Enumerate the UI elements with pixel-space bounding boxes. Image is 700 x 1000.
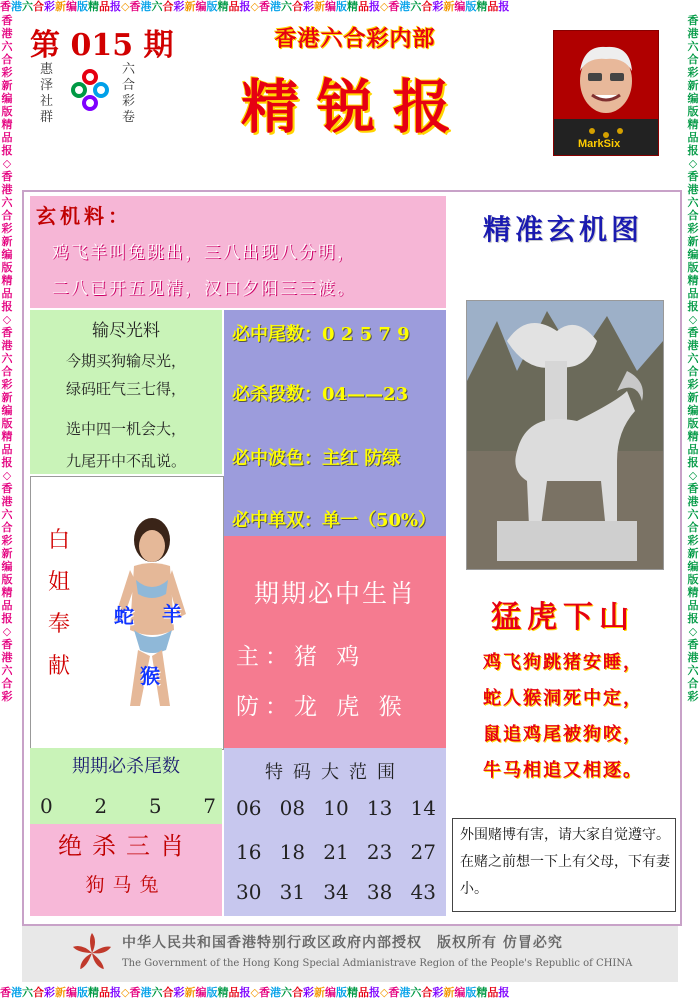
poem-line-2: 绿码旺气三七得， bbox=[65, 380, 186, 398]
riddle-title: 玄机料： bbox=[36, 204, 132, 228]
range-number: 06 bbox=[236, 796, 262, 820]
goat-statue-image bbox=[466, 300, 664, 570]
page-title: 精锐报 bbox=[240, 73, 469, 141]
gift-zodiac-3: 猴 bbox=[140, 664, 160, 688]
range-number: 27 bbox=[410, 840, 436, 864]
poem-line-1: 今期买狗输尽光， bbox=[65, 352, 186, 370]
subtitle: 香港六合彩内部 bbox=[274, 26, 436, 52]
gift-zodiac-1: 蛇 bbox=[114, 604, 134, 628]
right-poem-line-1: 鸡飞狗跳猪安睡， bbox=[483, 652, 643, 673]
riddle-line-2: 二八已开五见清，汉口夕阳三三渡。 bbox=[52, 279, 356, 299]
range-number: 08 bbox=[279, 796, 306, 820]
special-range-title: 特码大范围 bbox=[265, 762, 405, 783]
range-number: 14 bbox=[410, 796, 436, 820]
gift-text: 白姐奉献 bbox=[48, 528, 71, 679]
tail-kill-number: 5 bbox=[148, 794, 162, 818]
prediction-wave: 必中波色：主红 防绿 bbox=[232, 448, 401, 469]
range-number: 34 bbox=[323, 880, 349, 904]
right-border-text: 香港六合彩新编版精品报◇香港六合彩新编版精品报◇香港六合彩新编版精品报◇香港六合彩新编版精品报◇香港六合彩 bbox=[687, 14, 699, 703]
logo-right-text: 六合彩卷 bbox=[122, 62, 136, 125]
zodiac-pick-main: 主：猪 鸡 bbox=[236, 644, 366, 670]
top-border-text: 香港六合彩新编版精品报◇香港六合彩新编版精品报◇香港六合彩新编版精品报◇香港六合彩新编版精品报 bbox=[0, 0, 510, 13]
zodiac-pick-title: 期期必中生肖 bbox=[253, 579, 416, 608]
tail-kill-number: 7 bbox=[203, 794, 216, 818]
tail-kill-number: 0 bbox=[40, 794, 53, 818]
poem-line-4: 九尾开中不乱说。 bbox=[65, 452, 186, 470]
lottery-logo-icon bbox=[70, 68, 110, 112]
prediction-segment: 必杀段数：04——23 bbox=[232, 384, 409, 405]
prediction-parity: 必中单双：单一（50%） bbox=[232, 510, 437, 531]
special-range-row bbox=[236, 796, 436, 820]
range-number: 21 bbox=[323, 840, 349, 864]
tail-kill-title: 期期必杀尾数 bbox=[72, 756, 180, 777]
right-poem-line-3: 鼠追鸡尾被狗咬， bbox=[483, 724, 643, 745]
range-number: 13 bbox=[366, 796, 393, 820]
range-number: 31 bbox=[279, 880, 306, 904]
special-range-row bbox=[236, 880, 436, 904]
tail-kill-number: 2 bbox=[94, 794, 108, 818]
range-number: 43 bbox=[410, 880, 436, 904]
kill-three-animals: 狗马兔 bbox=[85, 874, 167, 896]
footer-chinese: 中华人民共和国香港特别行政区政府内部授权 版权所有 仿冒必究 bbox=[122, 935, 563, 951]
bottom-border-text: 香港六合彩新编版精品报◇香港六合彩新编版精品报◇香港六合彩新编版精品报◇香港六合彩新编版精品报 bbox=[0, 986, 510, 999]
range-number: 30 bbox=[236, 880, 262, 904]
left-border-text: 香港六合彩新编版精品报◇香港六合彩新编版精品报◇香港六合彩新编版精品报◇香港六合彩新编版精品报◇香港六合彩 bbox=[1, 14, 13, 703]
portrait-label: MarkSix bbox=[578, 138, 621, 150]
riddle-line-1: 鸡飞羊叫兔跳出，三八出现八分明， bbox=[52, 243, 356, 263]
tail-kill-numbers bbox=[40, 794, 216, 818]
range-number: 18 bbox=[279, 840, 306, 864]
warning-text: 外围赌博有害，请大家自觉遵守。在赌之前想一下上有父母，下有妻小。 bbox=[460, 827, 670, 897]
range-number: 23 bbox=[366, 840, 393, 864]
range-number: 10 bbox=[323, 796, 349, 820]
poem-line-3: 选中四一机会大， bbox=[65, 420, 186, 438]
range-number: 38 bbox=[366, 880, 393, 904]
gift-zodiac-2: 羊 bbox=[162, 602, 182, 626]
footer-english: The Government of the Hong Kong Special Admianistrave Region of the People's Republic of CHINA bbox=[122, 958, 633, 969]
poem-title: 输尽光料 bbox=[92, 321, 160, 341]
mystery-picture-title: 精准玄机图 bbox=[482, 213, 643, 246]
range-number: 16 bbox=[236, 840, 262, 864]
logo-left-text: 惠泽社群 bbox=[40, 62, 54, 125]
kill-three-title: 绝杀三肖 bbox=[58, 832, 194, 860]
right-poem-line-4: 牛马相追又相逐。 bbox=[483, 760, 643, 781]
special-range-row bbox=[236, 840, 436, 864]
bauhinia-emblem-icon bbox=[72, 930, 112, 976]
zodiac-pick-guard: 防：龙 虎 猴 bbox=[236, 694, 408, 720]
tiger-title: 猛虎下山 bbox=[491, 600, 635, 635]
right-poem-line-2: 蛇人猴洞死中定， bbox=[483, 688, 643, 709]
prediction-tail: 必中尾数：0 2 5 7 9 bbox=[232, 324, 410, 345]
issue-number: 第 015 期 bbox=[30, 28, 174, 63]
